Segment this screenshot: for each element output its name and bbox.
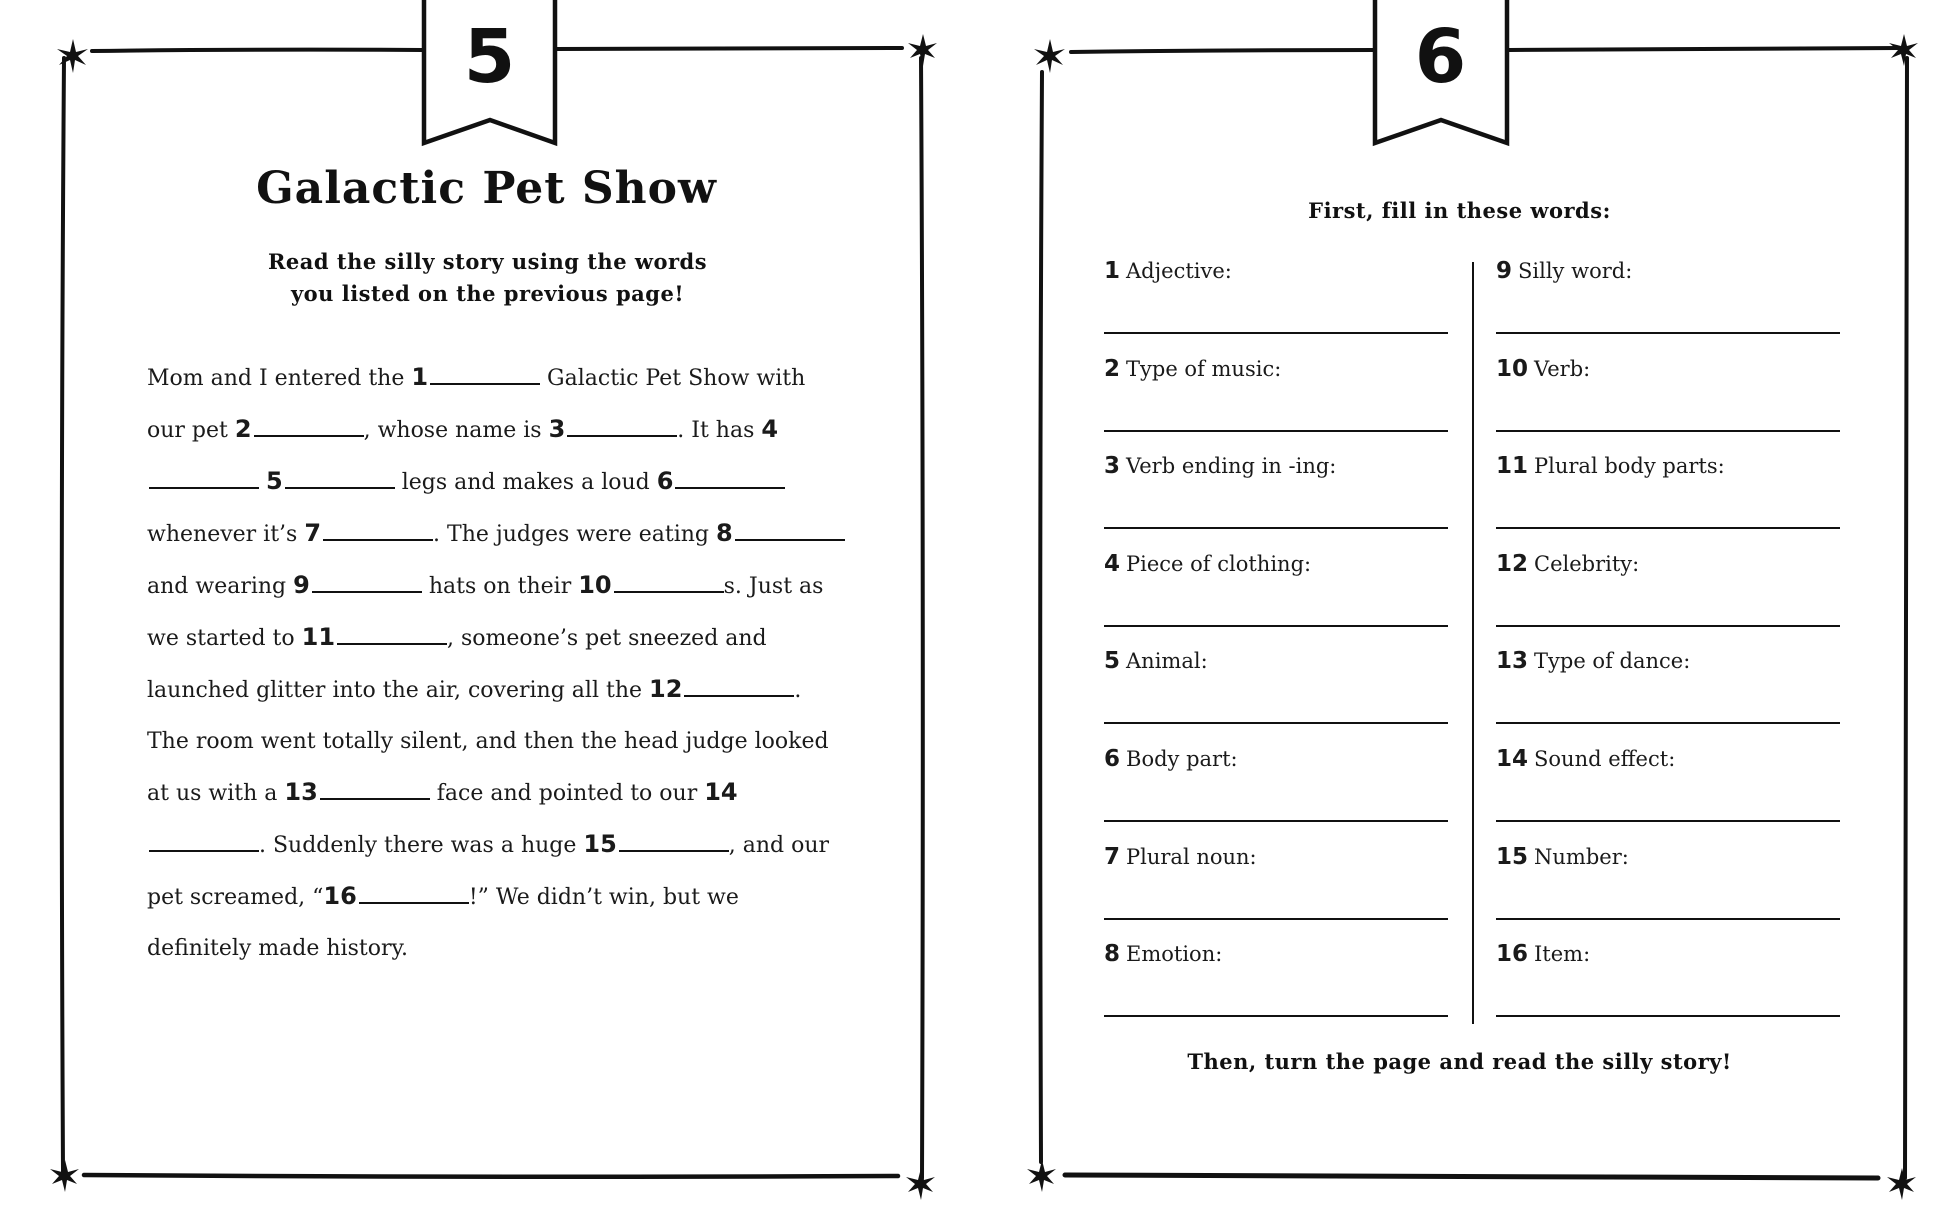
word-label bbox=[1104, 356, 1281, 382]
word-prompt: Silly word: bbox=[1518, 259, 1633, 283]
word-item bbox=[1104, 258, 1448, 356]
blank-line[interactable] bbox=[567, 417, 677, 437]
answer-line[interactable] bbox=[1104, 1015, 1448, 1017]
answer-line[interactable] bbox=[1496, 430, 1840, 432]
blank-line[interactable] bbox=[254, 417, 364, 437]
word-item bbox=[1104, 746, 1448, 844]
word-prompt: Plural noun: bbox=[1126, 844, 1257, 869]
blank-number: 5 bbox=[266, 467, 283, 495]
word-item bbox=[1104, 551, 1448, 649]
page-number: 5 bbox=[463, 14, 516, 100]
answer-line[interactable] bbox=[1496, 1015, 1840, 1017]
word-number: 7 bbox=[1104, 843, 1121, 870]
story-text-segment: , and our pet screamed, “ bbox=[147, 833, 830, 910]
blank-number: 4 bbox=[761, 415, 779, 443]
story-text-segment: whenever it’s bbox=[147, 522, 305, 547]
blank-number: 10 bbox=[578, 571, 612, 599]
word-number: 16 bbox=[1496, 941, 1529, 968]
word-prompt: Body part: bbox=[1126, 746, 1238, 771]
word-item bbox=[1496, 746, 1840, 844]
story-text-segment: hats on their bbox=[421, 574, 579, 599]
blank-line[interactable] bbox=[149, 832, 259, 852]
answer-line[interactable] bbox=[1496, 722, 1840, 724]
word-prompt: Plural body parts: bbox=[1534, 454, 1725, 479]
word-item bbox=[1104, 453, 1448, 551]
right-page bbox=[973, 0, 1946, 1216]
blank-line[interactable] bbox=[320, 780, 430, 800]
blank-number: 2 bbox=[234, 415, 252, 443]
fill-in-heading: First, fill in these words: bbox=[1308, 198, 1611, 223]
word-number: 13 bbox=[1496, 648, 1529, 675]
blank-line[interactable] bbox=[359, 884, 469, 904]
word-item bbox=[1104, 356, 1448, 454]
word-number: 8 bbox=[1104, 941, 1121, 968]
blank-number: 12 bbox=[649, 675, 683, 703]
word-label bbox=[1104, 844, 1257, 870]
word-list-right bbox=[1496, 258, 1840, 1039]
word-label bbox=[1496, 453, 1725, 479]
word-prompt: Sound effect: bbox=[1534, 746, 1676, 771]
word-prompt: Verb ending in -ing: bbox=[1126, 454, 1337, 479]
word-number: 1 bbox=[1104, 258, 1121, 284]
word-label bbox=[1104, 258, 1232, 284]
page-title: Galactic Pet Show bbox=[256, 163, 717, 214]
story-text-segment: Galactic Pet Show with our pet bbox=[147, 366, 806, 443]
blank-line[interactable] bbox=[149, 469, 259, 489]
word-prompt: Emotion: bbox=[1126, 942, 1223, 967]
word-item bbox=[1496, 258, 1840, 356]
word-prompt: Type of dance: bbox=[1534, 649, 1691, 674]
blank-number: 14 bbox=[704, 778, 738, 806]
blank-line[interactable] bbox=[337, 625, 447, 645]
answer-line[interactable] bbox=[1104, 332, 1448, 334]
word-prompt: Item: bbox=[1534, 942, 1591, 967]
story-text-segment: and wearing bbox=[147, 574, 294, 599]
word-number: 5 bbox=[1104, 648, 1121, 675]
blank-number: 8 bbox=[715, 519, 733, 547]
blank-line[interactable] bbox=[684, 677, 794, 697]
blank-number: 11 bbox=[301, 623, 336, 651]
answer-line[interactable] bbox=[1496, 820, 1840, 822]
word-number: 3 bbox=[1104, 453, 1121, 480]
story-text-segment bbox=[259, 470, 266, 495]
word-prompt: Type of music: bbox=[1126, 356, 1282, 381]
story-text-segment: face and pointed to our bbox=[429, 781, 705, 806]
story-text-segment: . The judges were eating bbox=[433, 522, 716, 547]
answer-line[interactable] bbox=[1104, 918, 1448, 920]
word-prompt: Celebrity: bbox=[1534, 551, 1640, 576]
blank-line[interactable] bbox=[675, 469, 785, 489]
word-number: 4 bbox=[1104, 550, 1121, 577]
blank-number: 16 bbox=[323, 882, 357, 910]
blank-line[interactable] bbox=[312, 573, 422, 593]
word-number: 9 bbox=[1496, 258, 1513, 284]
story-text-segment: Mom and I entered the bbox=[147, 366, 412, 391]
story-text-segment: !” We didn’t win, but we definitely made history. bbox=[147, 885, 739, 961]
story-text-segment: . It has bbox=[677, 418, 762, 443]
blank-line[interactable] bbox=[619, 832, 729, 852]
answer-line[interactable] bbox=[1104, 527, 1448, 529]
blank-line[interactable] bbox=[285, 469, 395, 489]
blank-line[interactable] bbox=[735, 521, 845, 541]
word-label bbox=[1104, 746, 1238, 772]
word-prompt: Number: bbox=[1534, 844, 1629, 869]
blank-number: 3 bbox=[548, 415, 566, 443]
word-label bbox=[1104, 551, 1311, 577]
word-label bbox=[1496, 551, 1639, 577]
blank-number: 6 bbox=[656, 467, 674, 495]
blank-line[interactable] bbox=[430, 365, 540, 385]
word-label bbox=[1104, 941, 1222, 967]
blank-number: 1 bbox=[411, 363, 429, 391]
word-label bbox=[1496, 941, 1590, 967]
story-text-segment: s. Just as we started to bbox=[147, 574, 824, 651]
word-label bbox=[1104, 648, 1208, 674]
word-number: 11 bbox=[1496, 453, 1529, 480]
word-number: 6 bbox=[1104, 745, 1121, 772]
blank-line[interactable] bbox=[323, 521, 433, 541]
word-label bbox=[1496, 844, 1629, 870]
blank-number: 7 bbox=[304, 519, 322, 547]
answer-line[interactable] bbox=[1496, 918, 1840, 920]
story-text-segment: legs and makes a loud bbox=[394, 470, 657, 495]
word-item bbox=[1496, 941, 1840, 1039]
word-label bbox=[1496, 746, 1675, 772]
footer-instruction: Then, turn the page and read the silly story! bbox=[1187, 1049, 1732, 1074]
word-number: 10 bbox=[1496, 355, 1529, 382]
word-prompt: Animal: bbox=[1126, 649, 1208, 674]
answer-line[interactable] bbox=[1104, 820, 1448, 822]
page-number: 6 bbox=[1414, 14, 1467, 100]
word-label bbox=[1496, 356, 1590, 382]
word-list-left bbox=[1104, 258, 1448, 1039]
story-text-segment: . The room went totally silent, and then the head judge looked at us with a bbox=[147, 678, 829, 806]
answer-line[interactable] bbox=[1496, 332, 1840, 334]
story-text bbox=[147, 352, 847, 974]
word-number: 12 bbox=[1496, 550, 1529, 577]
answer-line[interactable] bbox=[1496, 625, 1840, 627]
answer-line[interactable] bbox=[1104, 722, 1448, 724]
blank-line[interactable] bbox=[614, 573, 724, 593]
blank-number: 13 bbox=[284, 778, 318, 806]
answer-line[interactable] bbox=[1496, 527, 1840, 529]
story-text-segment: , someone’s pet sneezed and launched glitter into the air, covering all the bbox=[147, 626, 767, 703]
word-label bbox=[1496, 648, 1690, 674]
instructions-line-2: you listed on the previous page! bbox=[290, 281, 685, 306]
instructions-line-1: Read the silly story using the words bbox=[267, 249, 708, 274]
story-text-segment: . Suddenly there was a huge bbox=[259, 833, 584, 858]
word-item bbox=[1496, 356, 1840, 454]
column-divider bbox=[1472, 262, 1474, 1024]
word-item bbox=[1104, 941, 1448, 1039]
word-prompt: Piece of clothing: bbox=[1126, 551, 1312, 576]
word-label bbox=[1104, 453, 1336, 479]
story-text-segment: , whose name is bbox=[363, 418, 549, 443]
word-prompt: Adjective: bbox=[1126, 259, 1232, 283]
word-label bbox=[1496, 258, 1632, 284]
word-number: 2 bbox=[1104, 355, 1121, 382]
instructions bbox=[200, 246, 775, 310]
word-item bbox=[1104, 648, 1448, 746]
word-prompt: Verb: bbox=[1534, 356, 1591, 381]
word-item bbox=[1104, 844, 1448, 942]
answer-line[interactable] bbox=[1104, 430, 1448, 432]
answer-line[interactable] bbox=[1104, 625, 1448, 627]
word-item bbox=[1496, 648, 1840, 746]
word-number: 15 bbox=[1496, 843, 1529, 870]
blank-number: 9 bbox=[293, 571, 310, 599]
word-item bbox=[1496, 844, 1840, 942]
word-number: 14 bbox=[1496, 745, 1529, 772]
word-item bbox=[1496, 551, 1840, 649]
blank-number: 15 bbox=[583, 830, 617, 858]
word-item bbox=[1496, 453, 1840, 551]
